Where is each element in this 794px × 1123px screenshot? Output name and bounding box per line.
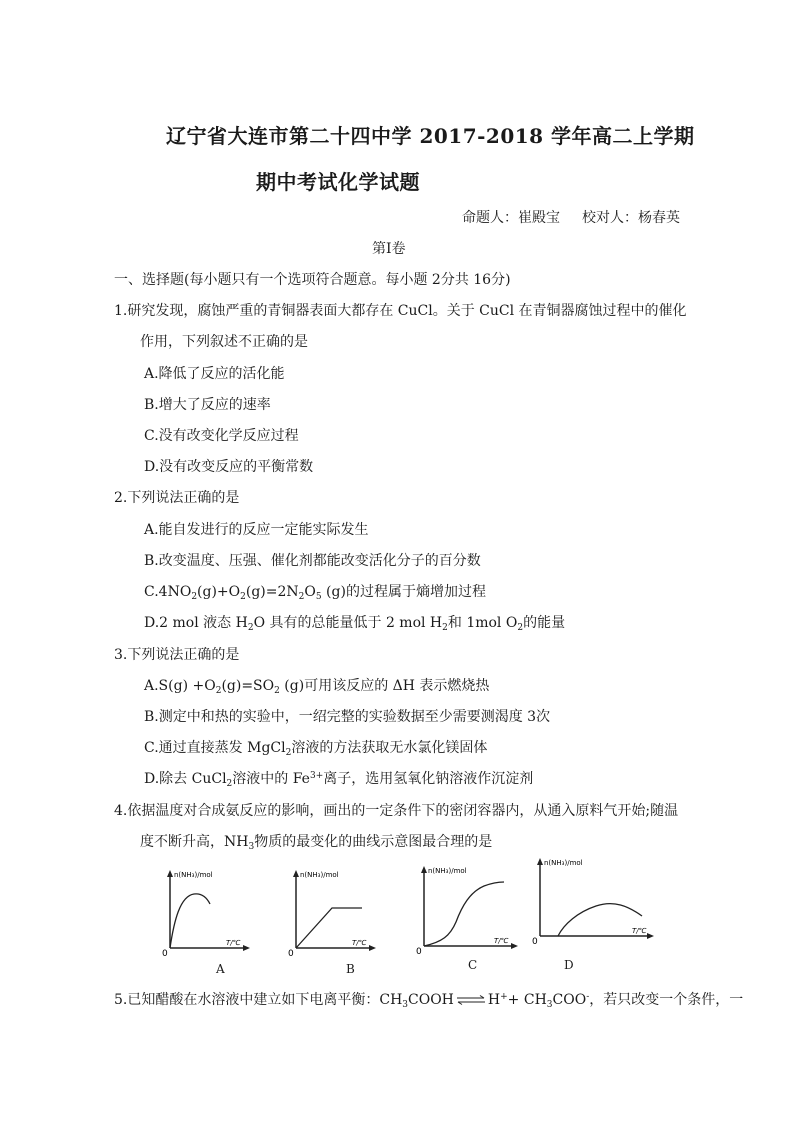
q1-stem-line1: 1.研究发现，腐蚀严重的青铜器表面大都存在 CuCl。关于 CuCl 在青铜器腐蚀过程中的催化 (114, 303, 687, 319)
graph-b-y-arrow (293, 870, 299, 877)
graph-a-xlabel: T/℃ (226, 939, 241, 947)
q1-option-b: B.增大了反应的速率 (144, 397, 271, 413)
q1-option-c: C.没有改变化学反应过程 (144, 428, 299, 444)
graph-b-x-arrow (369, 945, 376, 951)
q2-stem: 2.下列说法正确的是 (114, 490, 240, 506)
graph-d-y-arrow (537, 858, 543, 865)
graph-a-x-arrow (243, 945, 250, 951)
graph-c-x-arrow (511, 943, 518, 949)
graph-c-origin: 0 (416, 947, 422, 954)
q2-option-a: A.能自发进行的反应一定能实际发生 (144, 522, 369, 538)
graph-b (286, 866, 378, 956)
graph-b-ylabel: n(NH₃)/mol (300, 871, 339, 879)
q2-option-c: $C.4NO_2(g)+O_2(g)=2N_2O_5$ (g)的过程属于熵增加过程 (144, 584, 486, 602)
q3-option-d: D.除去 CuCl$_2$溶液中的 $Fe^{3+}$离子，选用氢氧化钠溶液作沉淀剂 (144, 771, 534, 789)
q3-option-b: B.测定中和热的实验中，一绍完整的实验数据至少需要测渴度 3次 (144, 709, 551, 725)
graph-b-xlabel: T/℃ (352, 939, 367, 947)
graph-d-origin: 0 (532, 937, 538, 944)
graph-a-ylabel: n(NH₃)/mol (174, 871, 213, 879)
doc-title-line2: 期中考试化学试题 (256, 170, 420, 194)
q1-stem-line2: 作用，下列叙述不正确的是 (140, 334, 308, 350)
volume-label: 第Ⅰ卷 (372, 241, 406, 257)
graph-d-xlabel: T/℃ (632, 927, 647, 935)
doc-title-line1: 辽宁省大连市第二十四中学 2017-2018 学年高二上学期 (166, 124, 695, 148)
graph-c-letter: C (468, 958, 478, 972)
graph-c-ylabel: n(NH₃)/mol (428, 867, 467, 875)
q1-option-a: A.降低了反应的活化能 (144, 366, 285, 382)
q4-stem-line1: 4.依据温度对合成氨反应的影响，画出的一定条件下的密闭容器内，从通入原料气开始;随温 (114, 803, 679, 819)
graph-a-origin: 0 (162, 949, 168, 956)
q2-option-d: D.2 mol 液态 $H_2O$ 具有的总能量低于 2 mol $H_2$和 1mol $O_2$的能量 (144, 615, 566, 633)
q3-option-c: C.通过直接蒸发 MgCl$_2$溶液的方法获取无水氯化镁固体 (144, 740, 488, 758)
graph-c-xlabel: T/℃ (494, 937, 509, 945)
q1-option-d: D.没有改变反应的平衡常数 (144, 459, 314, 475)
q2-option-b: B.改变温度、压强、催化剂都能改变活化分子的百分数 (144, 553, 481, 569)
graph-c (414, 862, 520, 954)
graph-a (160, 866, 252, 956)
graph-b-origin: 0 (288, 949, 294, 956)
graph-b-letter: B (346, 962, 355, 976)
graph-d-letter: D (564, 958, 574, 972)
graph-d-x-arrow (647, 933, 654, 939)
graph-c-y-arrow (421, 866, 427, 873)
graph-a-curve (170, 894, 210, 948)
graph-c-curve (424, 882, 504, 946)
equilibrium-arrow-icon (456, 995, 486, 1005)
author-label: 命题人：崔殿宝 (462, 210, 560, 226)
q3-option-a: $A.S(g) +O_2(g)=SO_2$ (g)可用该反应的 ΔH 表示燃烧热 (144, 678, 490, 696)
graph-d (530, 854, 658, 944)
graph-a-y-arrow (167, 870, 173, 877)
graph-a-letter: A (216, 962, 225, 976)
checker-label: 校对人：杨春英 (582, 210, 680, 226)
q4-stem-line2: 度不断升高，$NH_3$物质的最变化的曲线示意图最合理的是 (140, 834, 493, 852)
section-heading: 一、选择题(每小题只有一个选项符合题意。每小题 2分共 16分) (114, 272, 511, 288)
graph-d-ylabel: n(NH₃)/mol (544, 859, 583, 867)
q3-stem: 3.下列说法正确的是 (114, 647, 240, 663)
q5-stem: 5.已知醋酸在水溶液中建立如下电离平衡：$CH_3COOH$ $H^++ CH_3COO^-$，若只改变一个条件，一 (114, 992, 744, 1010)
graph-d-curve (558, 904, 642, 936)
